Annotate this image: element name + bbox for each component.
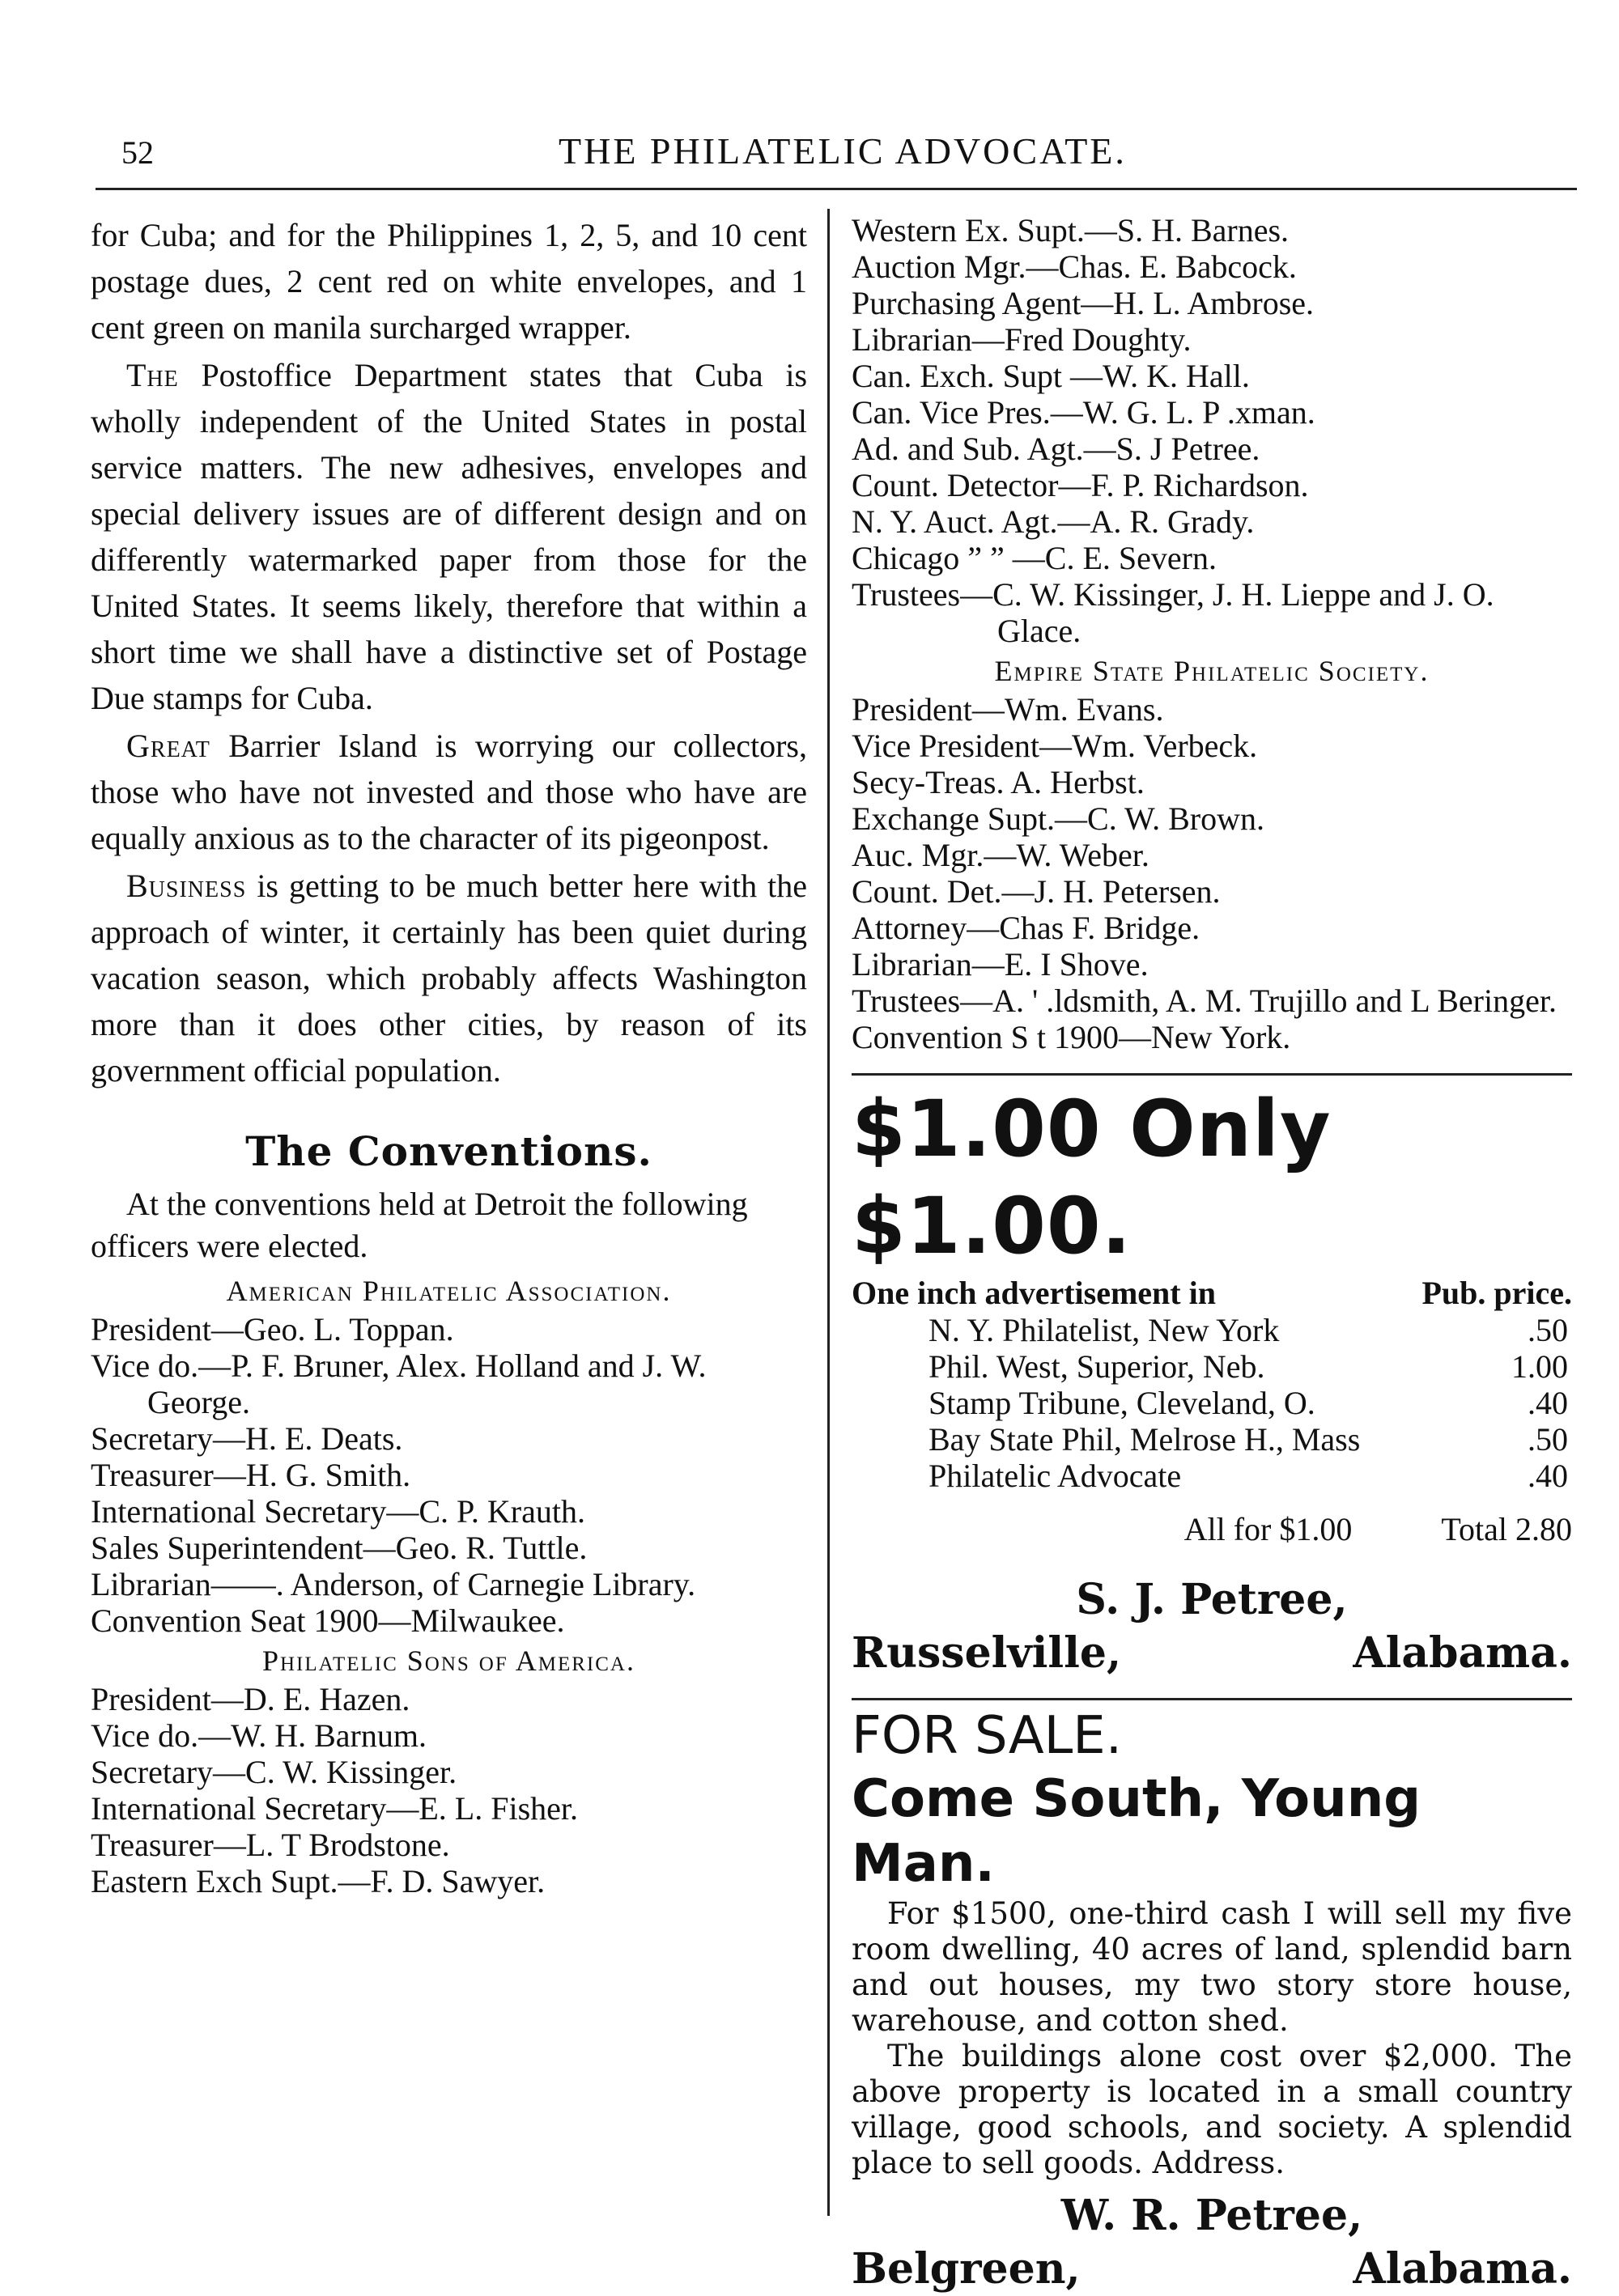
officer-entry: Convention S t 1900—New York. bbox=[852, 1019, 1291, 1055]
officer-entry: Secretary—C. W. Kissinger. bbox=[91, 1754, 457, 1790]
offer-row bbox=[928, 1458, 1568, 1494]
offer-total-row bbox=[852, 1509, 1572, 1551]
publication-name: Phil. West, Superior, Neb. bbox=[928, 1348, 1265, 1385]
offer-row bbox=[928, 1421, 1568, 1458]
advert-separator bbox=[852, 1073, 1572, 1076]
paragraph-body: is getting to be much better here with the approach of winter, it certainly has been quiet during vacation season, which probably affects Washington more than it does other cities, by reason of its government official population. bbox=[91, 868, 808, 1089]
all-for-price: All for $1.00 bbox=[1183, 1511, 1353, 1547]
offer-header bbox=[852, 1275, 1572, 1312]
officer-entry: Chicago ” ” —C. E. Severn. bbox=[852, 540, 1217, 576]
officer-entry: Western Ex. Supt.—S. H. Barnes. bbox=[852, 212, 1290, 248]
lead-word: Business bbox=[126, 868, 247, 904]
officer-entry: Secy-Treas. A. Herbst. bbox=[852, 764, 1145, 800]
officer-entry: International Secretary—C. P. Krauth. bbox=[91, 1493, 585, 1530]
publication-name: Stamp Tribune, Cleveland, O. bbox=[928, 1385, 1315, 1421]
officer-entry: Librarian—E. I Shove. bbox=[852, 946, 1149, 982]
officer-entry: Can. Exch. Supt —W. K. Hall. bbox=[852, 358, 1250, 394]
officer-entry: Auc. Mgr.—W. Weber. bbox=[852, 837, 1149, 873]
publication-price: 1.00 bbox=[1511, 1348, 1568, 1385]
advert-separator bbox=[852, 1698, 1572, 1700]
officer-entry: Vice do.—P. F. Bruner, Alex. Holland and J. W. George. bbox=[91, 1347, 707, 1420]
officer-entry: Purchasing Agent—H. L. Ambrose. bbox=[852, 285, 1315, 321]
officer-entry: President—Wm. Evans. bbox=[852, 691, 1164, 728]
offer-row bbox=[928, 1385, 1568, 1421]
advertiser-state: Alabama. bbox=[1353, 2244, 1572, 2294]
officer-entry: Secretary—H. E. Deats. bbox=[91, 1420, 403, 1457]
officer-entry: Auction Mgr.—Chas. E. Babcock. bbox=[852, 248, 1297, 285]
header-rule bbox=[96, 188, 1577, 190]
officer-entry: Librarian—Fred Doughty. bbox=[852, 321, 1192, 358]
advertiser-town: Belgreen, bbox=[852, 2244, 1081, 2294]
offer-header-right: Pub. price. bbox=[1421, 1275, 1572, 1311]
officer-entry: Can. Vice Pres.—W. G. L. P .xman. bbox=[852, 394, 1315, 431]
for-sale-advert bbox=[852, 1705, 1572, 2296]
lead-word: The bbox=[126, 357, 179, 393]
officer-entry: Vice President—Wm. Verbeck. bbox=[852, 728, 1258, 764]
officer-entry: President—D. E. Hazen. bbox=[91, 1681, 410, 1717]
advertiser-town: Russelville, bbox=[852, 1628, 1122, 1678]
advertiser-location bbox=[852, 1627, 1572, 1680]
cuba-paragraph: for Cuba; and for the Philippines 1, 2, 5, and 10 cent postage dues, 2 cent red on white envelopes, and 1 cent green on manila surcharged wrapper. bbox=[91, 217, 807, 346]
officer-entry: Convention Seat 1900—Milwaukee. bbox=[91, 1602, 565, 1639]
society-name: Empire State Philatelic Society. bbox=[994, 655, 1430, 687]
for-sale-headline: Come South, Young Man. bbox=[852, 1769, 1421, 1894]
officer-entry: Exchange Supt.—C. W. Brown. bbox=[852, 800, 1264, 837]
publication-name: N. Y. Philatelist, New York bbox=[928, 1312, 1280, 1348]
officer-entry: N. Y. Auct. Agt.—A. R. Grady. bbox=[852, 503, 1255, 540]
right-column bbox=[852, 212, 1572, 2296]
officer-entry: Ad. and Sub. Agt.—S. J Petree. bbox=[852, 431, 1260, 467]
officer-entry: Treasurer—L. T Brodstone. bbox=[91, 1827, 450, 1863]
column-divider bbox=[827, 209, 830, 2216]
officer-list bbox=[91, 1681, 807, 1899]
barrier-island-paragraph bbox=[91, 723, 807, 861]
officer-entry: President—Geo. L. Toppan. bbox=[91, 1311, 454, 1347]
advertiser-state: Alabama. bbox=[1353, 1628, 1572, 1678]
offer-row bbox=[928, 1312, 1568, 1348]
officer-entry: Treasurer—H. G. Smith. bbox=[91, 1457, 411, 1493]
officer-entry: Count. Det.—J. H. Petersen. bbox=[852, 873, 1221, 910]
subscription-advert bbox=[852, 1080, 1572, 1680]
business-paragraph bbox=[91, 863, 807, 1093]
offer-table bbox=[928, 1312, 1568, 1494]
for-sale-text: For $1500, one-third cash I will sell my five room dwelling, 40 acres of land, splendid barn and out houses, my two story store house, warehouse, and cotton shed. bbox=[852, 1896, 1572, 2038]
for-sale-title: FOR SALE. bbox=[852, 1706, 1123, 1766]
officer-entry: International Secretary—E. L. Fisher. bbox=[91, 1790, 579, 1827]
left-column bbox=[91, 212, 807, 1899]
officer-entry: Trustees—A. ' .ldsmith, A. M. Trujillo and L Beringer. bbox=[852, 982, 1557, 1019]
officer-list bbox=[91, 1311, 807, 1639]
advertiser-name: S. J. Petree, bbox=[1076, 1575, 1348, 1624]
lead-word: Great bbox=[126, 728, 210, 764]
paragraph-body: Postoffice Department states that Cuba is wholly independent of the United States in postal service matters. The new adhesives, envelopes and special delivery issues are of different design and on differently watermarked paper from those for the United States. It seems likely, therefore that within a short time we shall have a distinctive set of Postage Due stamps for Cuba. bbox=[91, 357, 808, 716]
officer-entry: Sales Superintendent—Geo. R. Tuttle. bbox=[91, 1530, 588, 1566]
advertiser-name: W. R. Petree, bbox=[1060, 2191, 1363, 2240]
society-name: Philatelic Sons of America. bbox=[261, 1645, 635, 1677]
advertiser-location bbox=[852, 2243, 1572, 2296]
offer-row bbox=[928, 1348, 1568, 1385]
publication-price: .50 bbox=[1528, 1421, 1568, 1458]
officer-list bbox=[852, 212, 1572, 649]
publication-price: .40 bbox=[1528, 1385, 1568, 1421]
total-price: Total 2.80 bbox=[1441, 1511, 1572, 1547]
society-name: American Philatelic Association. bbox=[226, 1275, 672, 1307]
publication-name: Bay State Phil, Melrose H., Mass bbox=[928, 1421, 1361, 1458]
conventions-heading: The Conventions. bbox=[245, 1127, 652, 1175]
advert-headline: $1.00 Only $1.00. bbox=[852, 1084, 1332, 1271]
conventions-intro: At the conventions held at Detroit the following officers were elected. bbox=[91, 1186, 748, 1264]
publication-price: .40 bbox=[1528, 1458, 1568, 1494]
officer-list bbox=[852, 691, 1572, 1055]
officer-entry: Count. Detector—F. P. Richardson. bbox=[852, 467, 1309, 503]
paragraph-body: Barrier Island is worrying our collectors, those who have not invested and those who have are equally anxious as to the character of its pigeonpost. bbox=[91, 728, 807, 856]
publication-name: Philatelic Advocate bbox=[928, 1458, 1182, 1494]
officer-entry: Attorney—Chas F. Bridge. bbox=[852, 910, 1200, 946]
officer-entry: Trustees—C. W. Kissinger, J. H. Lieppe and J. O. Glace. bbox=[852, 576, 1494, 649]
officer-entry: Eastern Exch Supt.—F. D. Sawyer. bbox=[91, 1863, 546, 1899]
for-sale-text: The buildings alone cost over $2,000. The above property is located in a small country village, good schools, and society. A splendid place to sell goods. Address. bbox=[852, 2039, 1572, 2180]
running-title: THE PHILATELIC ADVOCATE. bbox=[559, 130, 1127, 172]
offer-header-left: One inch advertisement in bbox=[852, 1275, 1216, 1311]
officer-entry: Vice do.—W. H. Barnum. bbox=[91, 1717, 427, 1754]
page-number: 52 bbox=[121, 134, 154, 171]
officer-entry: Librarian——. Anderson, of Carnegie Library. bbox=[91, 1566, 696, 1602]
publication-price: .50 bbox=[1528, 1312, 1568, 1348]
postoffice-paragraph bbox=[91, 352, 807, 721]
